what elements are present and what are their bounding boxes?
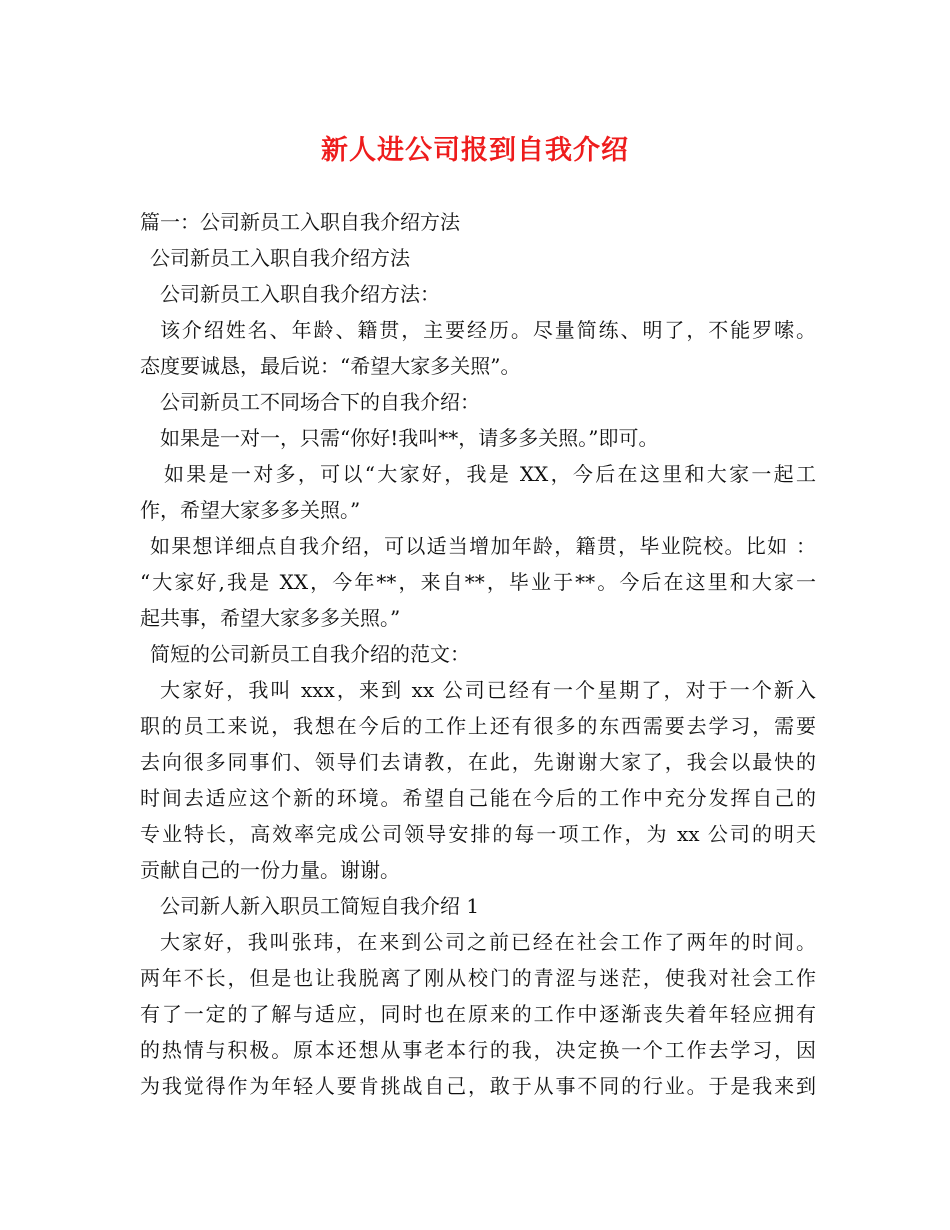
paragraph-line: 的热情与积极。原本还想从事老本行的我，决定换一个工作去学习，因 (140, 1038, 816, 1062)
paragraph-line: 大家好，我叫 xxx，来到 xx 公司已经有一个星期了，对于一个新入 (160, 678, 816, 702)
paragraph-line: 如果想详细点自我介绍，可以适当增加年龄，籍贯，毕业院校。比如 ： (150, 534, 816, 558)
paragraph-line: 公司新员工不同场合下的自我介绍： (160, 390, 480, 414)
paragraph-line: 有了一定的了解与适应，同时也在原来的工作中逐渐丧失着年轻应拥有 (140, 1002, 816, 1026)
section-heading: 篇一：公司新员工入职自我介绍方法 (140, 210, 460, 234)
paragraph-line: 去向很多同事们、领导们去请教，在此，先谢谢大家了，我会以最快的 (140, 750, 816, 774)
document-body (140, 204, 816, 1104)
paragraph-line: “大家好,我是 XX，今年**，来自**，毕业于**。今后在这里和大家一 (140, 570, 816, 594)
paragraph-line: 公司新员工入职自我介绍方法： (160, 282, 440, 306)
paragraph-line: 如果是一对多，可以“大家好，我是 XX，今后在这里和大家一起工 (164, 462, 816, 486)
paragraph-line: 作，希望大家多多关照。” (140, 498, 361, 522)
paragraph-line: 简短的公司新员工自我介绍的范文： (150, 642, 470, 666)
subsection-heading: 公司新员工入职自我介绍方法 (150, 246, 410, 270)
paragraph-line: 专业特长，高效率完成公司领导安排的每一项工作，为 xx 公司的明天 (140, 822, 816, 846)
paragraph-line: 贡献自己的一份力量。谢谢。 (140, 858, 400, 882)
paragraph-line: 时间去适应这个新的环境。希望自己能在今后的工作中充分发挥自己的 (140, 786, 816, 810)
paragraph-line: 起共事，希望大家多多关照。” (140, 606, 401, 630)
paragraph-line: 如果是一对一，只需“你好!我叫**，请多多关照。”即可。 (160, 426, 659, 450)
paragraph-line: 态度要诚恳，最后说：“希望大家多关照”。 (140, 354, 521, 378)
subsection-heading: 公司新人新入职员工简短自我介绍 1 (160, 894, 480, 918)
paragraph-line: 该介绍姓名、年龄、籍贯，主要经历。尽量简练、明了，不能罗嗦。 (160, 318, 816, 342)
paragraph-line: 两年不长，但是也让我脱离了刚从校门的青涩与迷茫，使我对社会工作 (140, 966, 816, 990)
document-title: 新人进公司报到自我介绍 (321, 135, 629, 166)
paragraph-line: 为我觉得作为年轻人要肯挑战自己，敢于从事不同的行业。于是我来到 (140, 1074, 816, 1098)
paragraph-line: 职的员工来说，我想在今后的工作上还有很多的东西需要去学习，需要 (140, 714, 816, 738)
paragraph-line: 大家好，我叫张玮，在来到公司之前已经在社会工作了两年的时间。 (160, 930, 816, 954)
